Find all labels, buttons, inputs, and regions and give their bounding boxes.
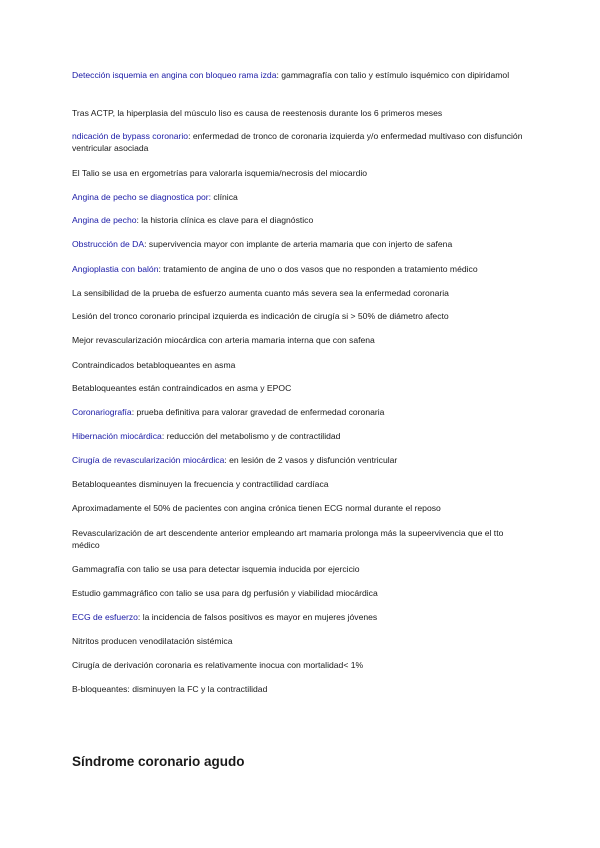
list-item <box>72 264 524 276</box>
list-item <box>72 612 524 624</box>
item-term: ndicación de bypass coronario <box>72 131 189 141</box>
list-item <box>72 455 524 467</box>
item-text: : supervivencia mayor con implante de arteria mamaria que con injerto de safena <box>144 239 453 249</box>
item-text: Betabloqueantes disminuyen la frecuencia y contractilidad cardíaca <box>72 479 329 489</box>
list-item <box>72 239 524 251</box>
item-text: Tras ACTP, la hiperplasia del músculo liso es causa de reestenosis durante los 6 primeros meses <box>72 108 443 118</box>
item-text: Revascularización de art descendente anterior empleando art mamaria prolonga más la supeervivencia que el tto médico <box>72 528 504 550</box>
list-item <box>72 335 524 347</box>
item-text: : tratamiento de angina de uno o dos vasos que no responden a tratamiento médico <box>158 264 478 274</box>
list-item <box>72 528 524 551</box>
item-text: La sensibilidad de la prueba de esfuerzo aumenta cuanto más severa sea la enfermedad coronaria <box>72 288 449 298</box>
item-text: : reducción del metabolismo y de contractilidad <box>161 431 341 441</box>
item-text: Lesión del tronco coronario principal izquierda es indicación de cirugía si > 50% de diámetro afecto <box>72 311 449 321</box>
item-term: Hibernación miocárdica <box>72 431 162 441</box>
item-text: Mejor revascularización miocárdica con arteria mamaria interna que con safena <box>72 335 375 345</box>
item-text: : gammagrafía con talio y estímulo isquémico con dipiridamol <box>276 70 510 80</box>
item-text: Nitritos producen venodilatación sistémica <box>72 636 233 646</box>
item-term: Coronariografía <box>72 407 132 417</box>
item-term: Detección isquemia en angina con bloqueo rama izda <box>72 70 277 80</box>
item-text: El Talio se usa en ergometrías para valorarla isquemia/necrosis del miocardio <box>72 168 368 178</box>
list-item <box>72 684 524 696</box>
list-item <box>72 108 524 120</box>
item-text: Aproximadamente el 50% de pacientes con angina crónica tienen ECG normal durante el reposo <box>72 503 441 513</box>
list-item <box>72 431 524 443</box>
list-item <box>72 311 524 323</box>
item-text: : la historia clínica es clave para el diagnóstico <box>136 215 314 225</box>
list-item <box>72 564 524 576</box>
list-item <box>72 192 524 204</box>
item-text: B-bloqueantes: disminuyen la FC y la contractilidad <box>72 684 268 694</box>
list-item <box>72 479 524 491</box>
list-item <box>72 383 524 395</box>
list-item <box>72 288 524 300</box>
item-term: ECG de esfuerzo <box>72 612 138 622</box>
item-text: Contraindicados betabloqueantes en asma <box>72 360 236 370</box>
item-term: Angioplastia con balón <box>72 264 159 274</box>
list-item <box>72 503 524 515</box>
item-text: Betabloqueantes están contraindicados en asma y EPOC <box>72 383 292 393</box>
list-item <box>72 660 524 672</box>
item-term: Cirugía de revascularización miocárdica <box>72 455 225 465</box>
item-text: clínica <box>211 192 238 202</box>
item-term: Angina de pecho se diagnostica por: <box>72 192 212 202</box>
list-item <box>72 70 524 82</box>
item-term: Angina de pecho <box>72 215 137 225</box>
list-item <box>72 131 524 154</box>
list-item <box>72 215 524 227</box>
list-item <box>72 360 524 372</box>
item-term: Obstrucción de DA <box>72 239 145 249</box>
item-text: Estudio gammagráfico con talio se usa para dg perfusión y viabilidad miocárdica <box>72 588 378 598</box>
item-text: : la incidencia de falsos positivos es mayor en mujeres jóvenes <box>137 612 378 622</box>
list-item <box>72 407 524 419</box>
item-text: Gammagrafía con talio se usa para detectar isquemia inducida por ejercicio <box>72 564 360 574</box>
list-item <box>72 588 524 600</box>
list-item <box>72 168 524 180</box>
list-item <box>72 636 524 648</box>
item-text: Cirugía de derivación coronaria es relativamente inocua con mortalidad< 1% <box>72 660 364 670</box>
item-text: : enfermedad de tronco de coronaria izquierda y/o enfermedad multivaso con disfunción ventricular asociada <box>72 131 523 153</box>
section-heading: Síndrome coronario agudo <box>72 754 245 769</box>
item-text: : en lesión de 2 vasos y disfunción ventricular <box>224 455 398 465</box>
item-text: : prueba definitiva para valorar gravedad de enfermedad coronaria <box>131 407 385 417</box>
